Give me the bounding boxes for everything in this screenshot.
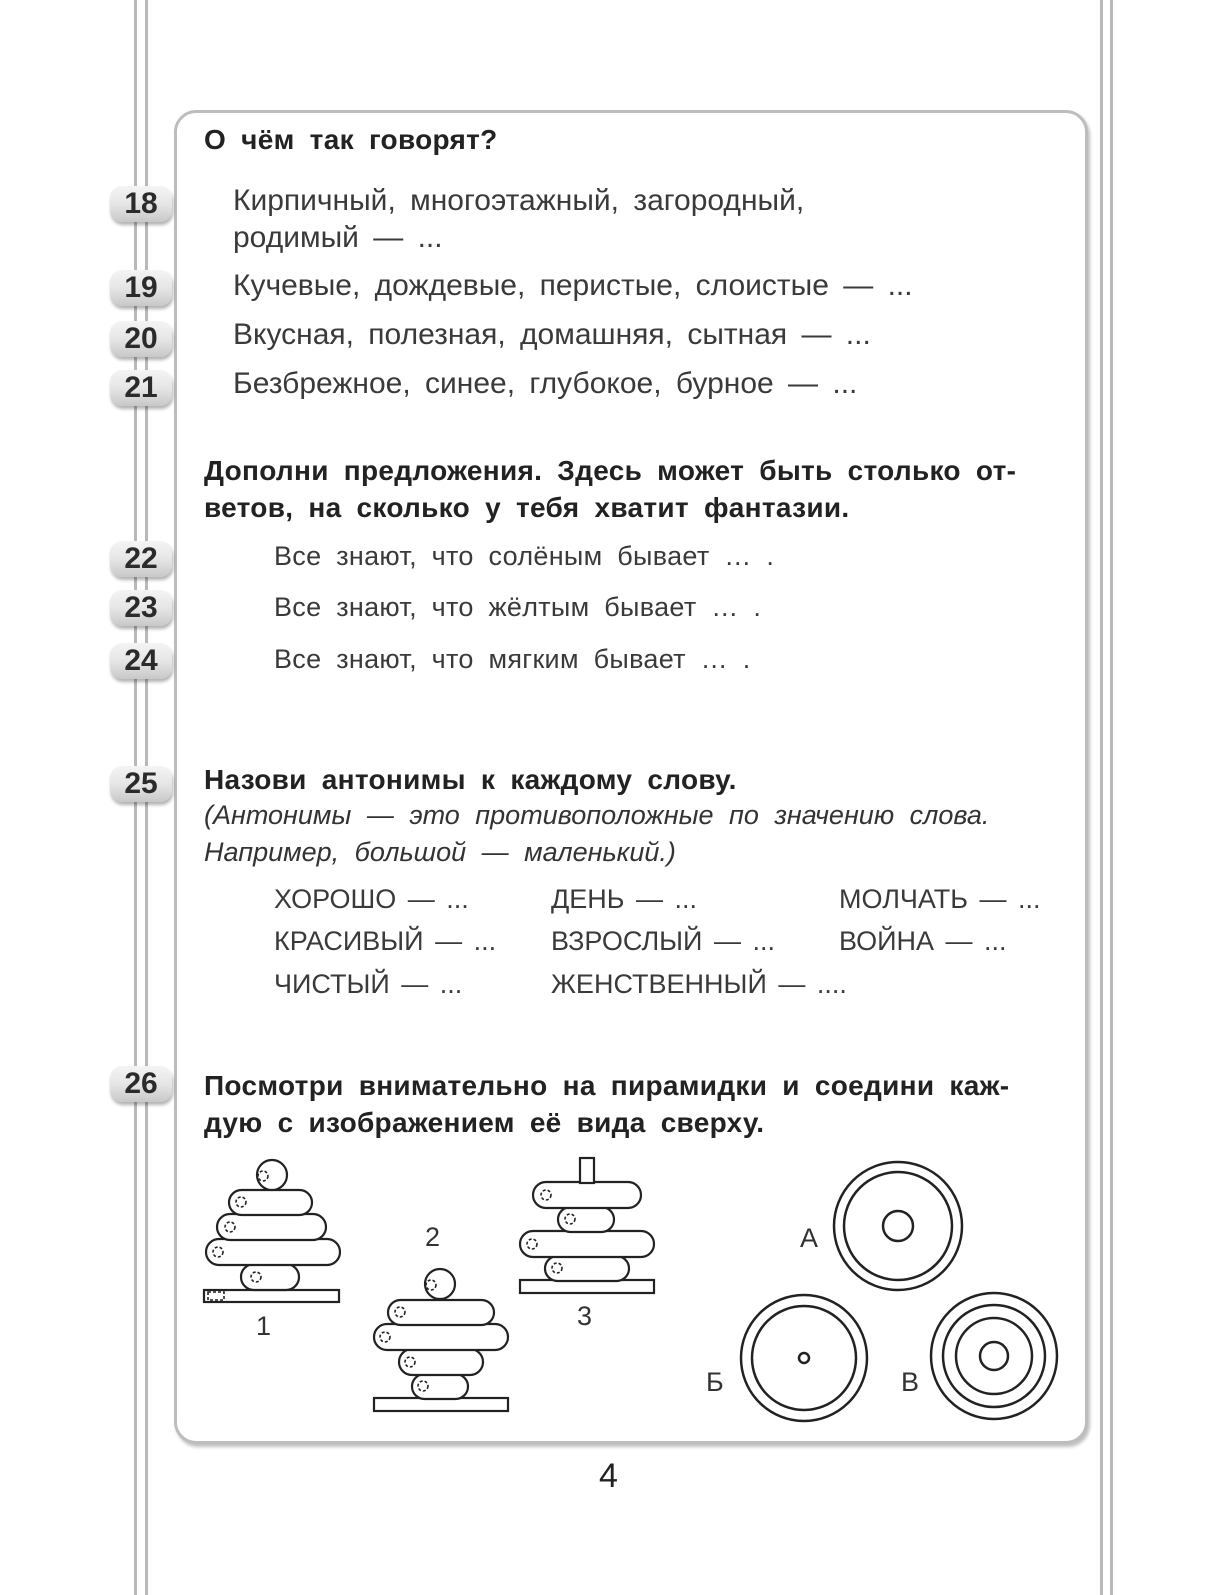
- top-view-b-label: Б: [706, 1367, 724, 1397]
- task-number-24: 24: [110, 643, 172, 679]
- page-number: 4: [599, 1457, 618, 1495]
- task-21-text: Безбрежное, синее, глубокое, бурное — ...: [233, 367, 858, 400]
- task-20-text: Вкусная, полезная, домашняя, сытная — ...: [233, 318, 871, 351]
- task-number-23: 23: [110, 590, 172, 626]
- section3-note-line1: (Антонимы — это противоположные по значению слова.: [204, 800, 990, 830]
- task-number-21: 21: [110, 370, 172, 406]
- antonym-word: ДЕНЬ — ...: [551, 884, 698, 914]
- section2-heading-line2: ветов, на сколько у тебя хватит фантазии.: [204, 492, 850, 523]
- task-19-text: Кучевые, дождевые, перистые, слоистые — ...: [233, 269, 913, 302]
- task-23-text: Все знают, что жёлтым бывает … .: [274, 592, 762, 622]
- antonym-word: МОЛЧАТЬ — ...: [839, 884, 1041, 914]
- task-number-18: 18: [110, 186, 172, 222]
- antonym-word: КРАСИВЫЙ — ...: [274, 926, 497, 956]
- antonym-word: ЧИСТЫЙ — ...: [274, 969, 463, 999]
- task-22-text: Все знают, что солёным бывает … .: [274, 541, 775, 571]
- section3-heading: Назови антонимы к каждому слову.: [204, 764, 737, 795]
- section1-heading: О чём так говорят?: [204, 124, 498, 155]
- top-view-v-label: В: [901, 1367, 920, 1397]
- task-number-25: 25: [110, 766, 172, 802]
- antonym-word: ХОРОШО — ...: [274, 884, 469, 914]
- section4-heading-line2: дую с изображением её вида сверху.: [204, 1107, 765, 1138]
- pyramid-1-label: 1: [256, 1311, 272, 1341]
- task-18-line1: Кирпичный, многоэтажный, загородный,: [233, 184, 805, 217]
- top-view-a-label: А: [800, 1223, 819, 1253]
- task-number-20: 20: [110, 321, 172, 357]
- section3-note-line2: Например, большой — маленький.): [204, 837, 676, 867]
- pyramid-3-label: 3: [577, 1301, 593, 1331]
- antonym-word: ВОЙНА — ...: [839, 926, 1007, 956]
- task-number-26: 26: [110, 1066, 172, 1102]
- task-number-22: 22: [110, 541, 172, 577]
- antonym-word: ЖЕНСТВЕННЫЙ — ....: [551, 969, 847, 999]
- antonym-word: ВЗРОСЛЫЙ — ...: [551, 926, 775, 956]
- task-number-19: 19: [110, 270, 172, 306]
- task-24-text: Все знают, что мягким бывает … .: [274, 644, 751, 674]
- section2-heading-line1: Дополни предложения. Здесь может быть столько от-: [204, 455, 1017, 486]
- task-18-line2: родимый — ...: [233, 221, 443, 254]
- pyramid-2-label: 2: [425, 1222, 441, 1252]
- section4-heading-line1: Посмотри внимательно на пирамидки и соедини каж-: [204, 1070, 1010, 1101]
